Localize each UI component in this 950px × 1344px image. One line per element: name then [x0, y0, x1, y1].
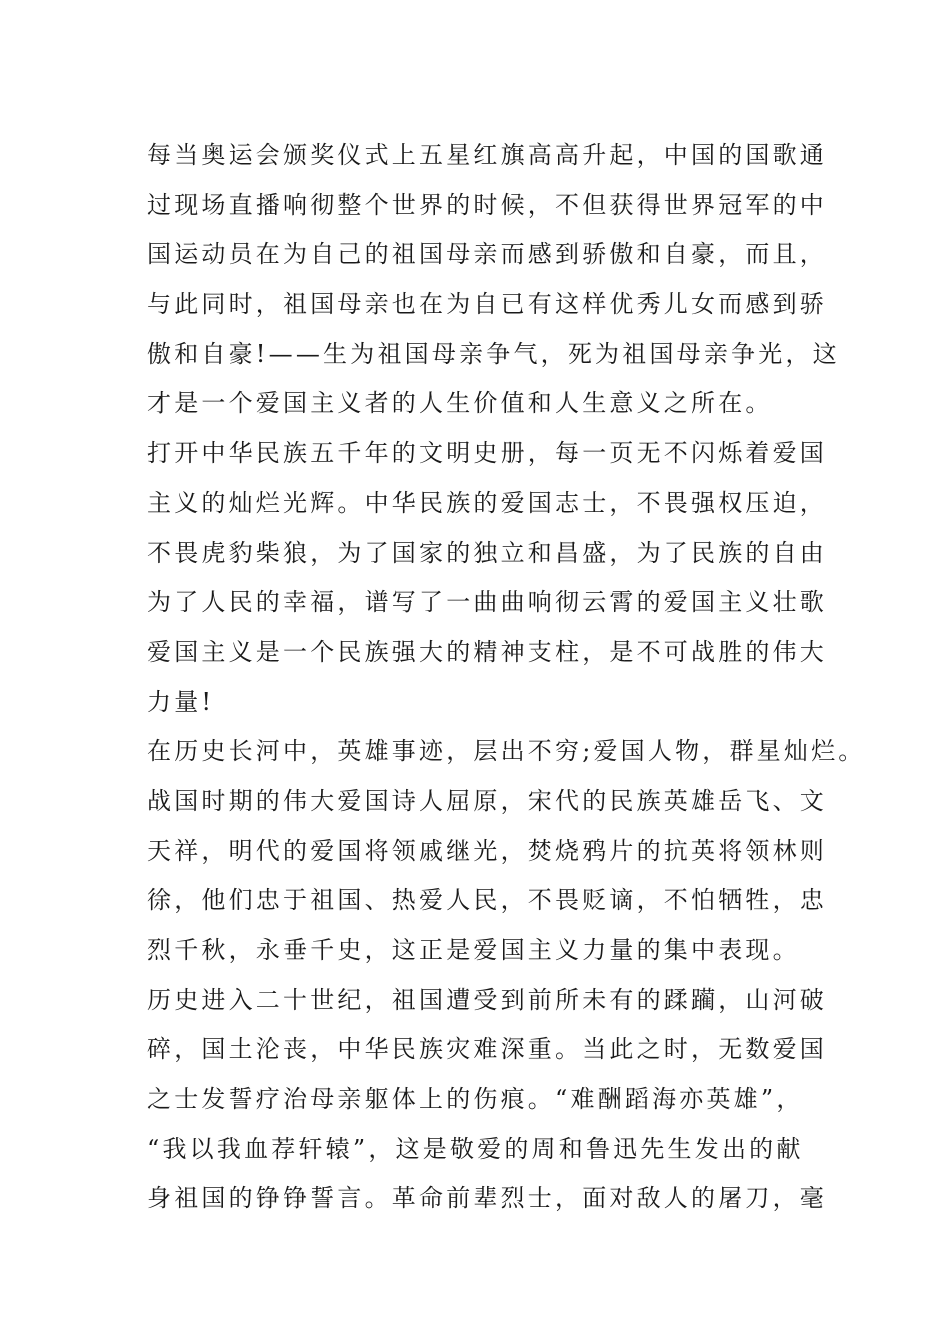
text-line: 才是一个爱国主义者的人生价值和人生意义之所在。	[147, 389, 773, 418]
text-line: 在历史长河中，英雄事迹，层出不穷;爱国人物，群星灿烂。	[147, 737, 866, 766]
text-line: 徐，他们忠于祖国、热爱人民，不畏贬谪，不怕牺牲，忠	[147, 886, 827, 915]
text-line: 与此同时，祖国母亲也在为自已有这样优秀儿女而感到骄	[147, 290, 827, 319]
text-line: 国运动员在为自己的祖国母亲而感到骄傲和自豪，而且，	[147, 240, 827, 269]
text-line: 爱国主义是一个民族强大的精神支柱，是不可战胜的伟大	[147, 637, 827, 666]
text-line: 打开中华民族五千年的文明史册，每一页无不闪烁着爱国	[147, 439, 827, 468]
text-line: 力量!	[147, 687, 215, 716]
text-line: 战国时期的伟大爱国诗人屈原，宋代的民族英雄岳飞、文	[147, 786, 827, 815]
text-line: 傲和自豪!——生为祖国母亲争气，死为祖国母亲争光，这	[147, 339, 840, 368]
text-line: 过现场直播响彻整个世界的时候，不但获得世界冠军的中	[147, 190, 827, 219]
text-line: “我以我血荐轩辕”，这是敬爱的周和鲁迅先生发出的献	[147, 1134, 804, 1163]
text-line: 主义的灿烂光辉。中华民族的爱国志士，不畏强权压迫，	[147, 488, 827, 517]
text-line: 天祥，明代的爱国将领戚继光，焚烧鸦片的抗英将领林则	[147, 836, 827, 865]
text-line: 每当奥运会颁奖仪式上五星红旗高高升起，中国的国歌通	[147, 141, 827, 169]
text-line: 烈千秋，永垂千史，这正是爱国主义力量的集中表现。	[147, 936, 800, 964]
text-line: 之士发誓疗治母亲躯体上的伤痕。“难酬蹈海亦英雄”，	[147, 1085, 804, 1114]
text-line: 碎，国土沦丧，中华民族灾难深重。当此之时，无数爱国	[147, 1035, 827, 1064]
text-line: 不畏虎豹柴狼，为了国家的独立和昌盛，为了民族的自由	[147, 538, 827, 567]
text-line: 身祖国的铮铮誓言。革命前辈烈士，面对敌人的屠刀，毫	[147, 1184, 827, 1213]
body-text	[147, 131, 937, 1224]
text-line: 历史进入二十世纪，祖国遭受到前所未有的蹂躏，山河破	[147, 985, 827, 1014]
text-line: 为了人民的幸福，谱写了一曲曲响彻云霄的爱国主义壮歌	[147, 588, 827, 617]
